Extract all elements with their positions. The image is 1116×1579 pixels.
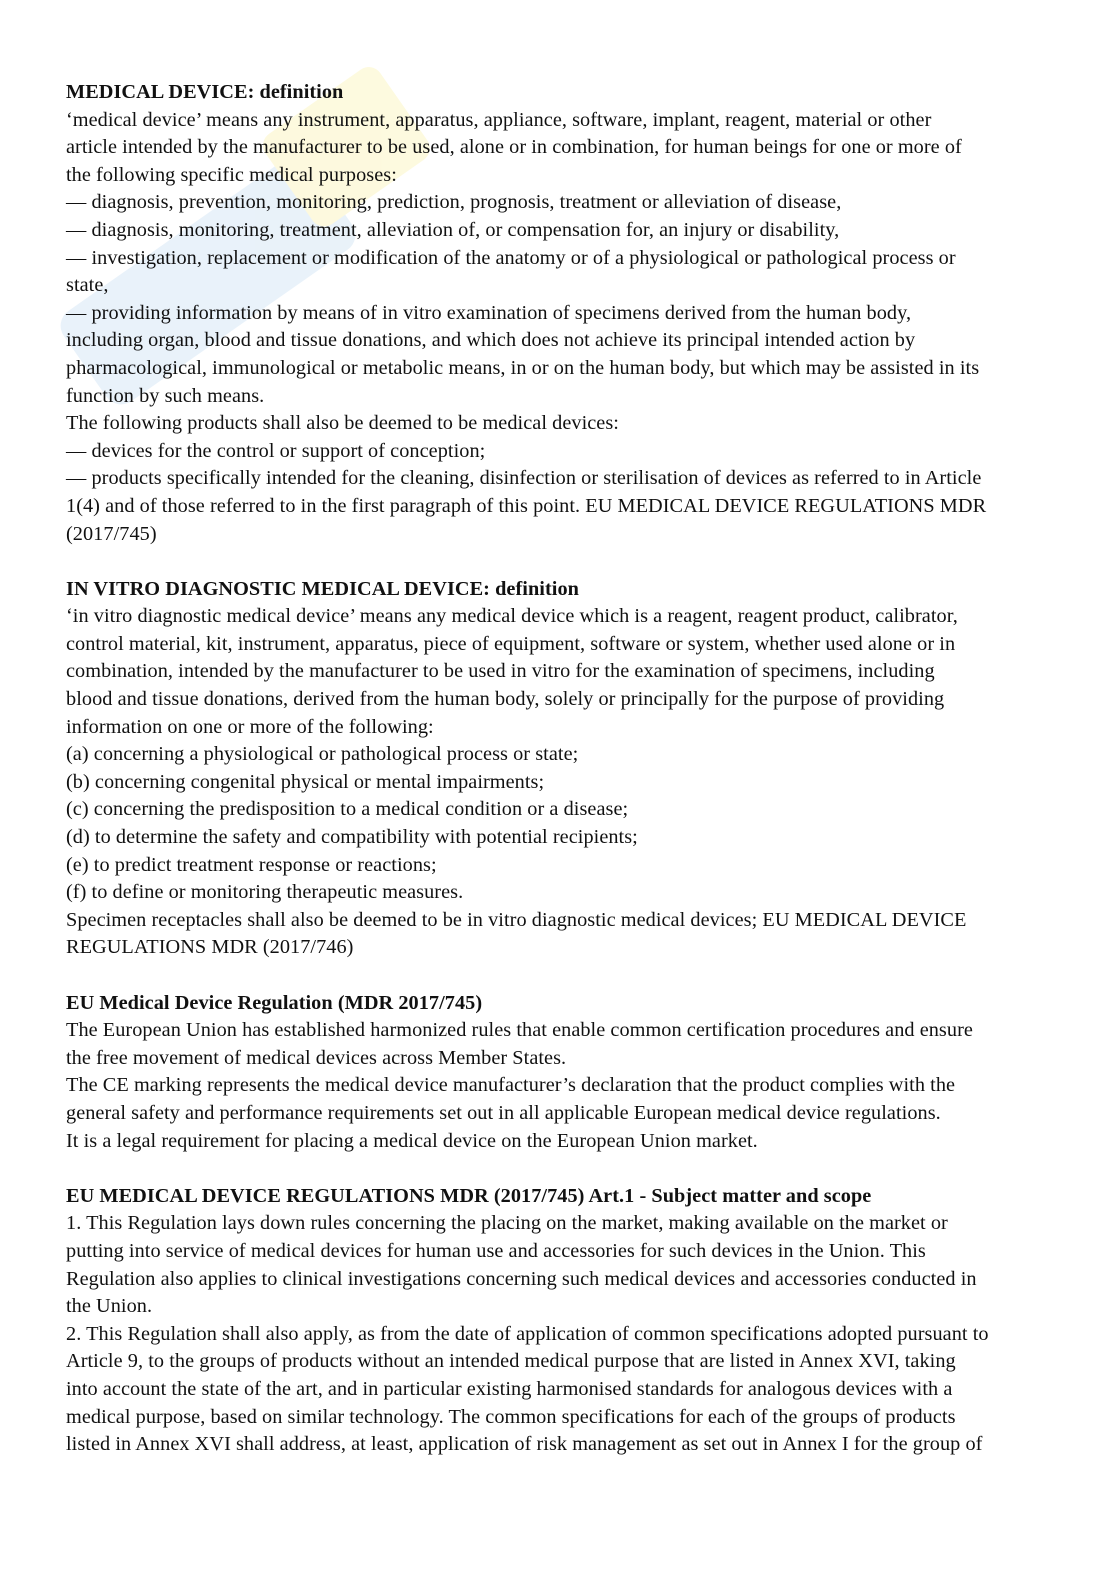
text-line: — investigation, replacement or modification of the anatomy or of a physiological or pathological process or [66, 246, 956, 269]
text-line: article intended by the manufacturer to be used, alone or in combination, for human beings for one or more of [66, 136, 962, 159]
text-line: Specimen receptacles shall also be deemed to be in vitro diagnostic medical devices; EU MEDICAL DEVICE [66, 908, 967, 931]
text-line: (2017/745) [66, 522, 157, 545]
text-line: The following products shall also be deemed to be medical devices: [66, 412, 619, 435]
section [66, 990, 1066, 1156]
text-line: ‘in vitro diagnostic medical device’ means any medical device which is a reagent, reagent product, calibrator, [66, 605, 958, 628]
text-line: combination, intended by the manufacturer to be used in vitro for the examination of specimens, including [66, 660, 935, 683]
text-line: putting into service of medical devices for human use and accessories for such devices in the Union. This [66, 1239, 926, 1262]
section-heading: IN VITRO DIAGNOSTIC MEDICAL DEVICE: definition [66, 577, 579, 600]
text-line: including organ, blood and tissue donations, and which does not achieve its principal intended action by [66, 329, 916, 352]
text-line: state, [66, 274, 109, 297]
document-body [66, 79, 1066, 1486]
text-line: blood and tissue donations, derived from the human body, solely or principally for the purpose of providing [66, 688, 945, 711]
text-line: Article 9, to the groups of products without an intended medical purpose that are listed in Annex XVI, taking [66, 1350, 956, 1373]
section-heading: EU MEDICAL DEVICE REGULATIONS MDR (2017/745) Art.1 - Subject matter and scope [66, 1184, 872, 1207]
text-line: information on one or more of the following: [66, 715, 434, 738]
text-line: function by such means. [66, 384, 265, 407]
text-line: — diagnosis, monitoring, treatment, alleviation of, or compensation for, an injury or disability, [66, 218, 840, 241]
text-line: (a) concerning a physiological or pathological process or state; [66, 743, 579, 766]
text-line: listed in Annex XVI shall address, at least, application of risk management as set out in Annex I for the group of [66, 1433, 983, 1456]
text-line: ‘medical device’ means any instrument, apparatus, appliance, software, implant, reagent, material or other [66, 108, 932, 131]
text-line: the following specific medical purposes: [66, 163, 397, 186]
section [66, 576, 1066, 962]
text-line: 2. This Regulation shall also apply, as from the date of application of common specifications adopted pursuant to [66, 1322, 989, 1345]
text-line: pharmacological, immunological or metabolic means, in or on the human body, but which may be assisted in its [66, 356, 980, 379]
section-heading: MEDICAL DEVICE: definition [66, 81, 344, 103]
text-line: It is a legal requirement for placing a medical device on the European Union market. [66, 1129, 758, 1152]
text-line: (f) to define or monitoring therapeutic measures. [66, 881, 464, 904]
text-line: — providing information by means of in vitro examination of specimens derived from the human body, [66, 301, 912, 324]
text-line: general safety and performance requirements set out in all applicable European medical device regulations. [66, 1101, 941, 1124]
section-heading: EU Medical Device Regulation (MDR 2017/745) [66, 991, 483, 1014]
text-line: the free movement of medical devices across Member States. [66, 1046, 567, 1069]
text-line: Regulation also applies to clinical investigations concerning such medical devices and accessories conducted in [66, 1267, 977, 1290]
text-line: (c) concerning the predisposition to a medical condition or a disease; [66, 798, 629, 821]
text-line: — products specifically intended for the cleaning, disinfection or sterilisation of devices as referred to in Article [66, 467, 982, 490]
text-line: into account the state of the art, and in particular existing harmonised standards for analogous devices with a [66, 1377, 953, 1400]
text-line: (d) to determine the safety and compatibility with potential recipients; [66, 826, 638, 849]
text-line: — devices for the control or support of conception; [66, 439, 486, 462]
text-line: REGULATIONS MDR (2017/746) [66, 936, 354, 959]
text-line: (e) to predict treatment response or reactions; [66, 853, 437, 876]
text-line: (b) concerning congenital physical or mental impairments; [66, 770, 545, 793]
text-line: The European Union has established harmonized rules that enable common certification procedures and ensure [66, 1019, 973, 1042]
text-line: control material, kit, instrument, apparatus, piece of equipment, software or system, whether used alone or in [66, 632, 956, 655]
text-line: medical purpose, based on similar technology. The common specifications for each of the groups of products [66, 1405, 956, 1428]
text-line: the Union. [66, 1295, 153, 1318]
text-line: 1(4) and of those referred to in the first paragraph of this point. EU MEDICAL DEVICE REGULATIONS MDR [66, 494, 987, 517]
section [66, 79, 1066, 548]
text-line: 1. This Regulation lays down rules concerning the placing on the market, making available on the market or [66, 1212, 948, 1235]
text-line: — diagnosis, prevention, monitoring, prediction, prognosis, treatment or alleviation of disease, [66, 191, 842, 214]
text-line: The CE marking represents the medical device manufacturer’s declaration that the product complies with the [66, 1074, 956, 1097]
section [66, 1183, 1066, 1459]
